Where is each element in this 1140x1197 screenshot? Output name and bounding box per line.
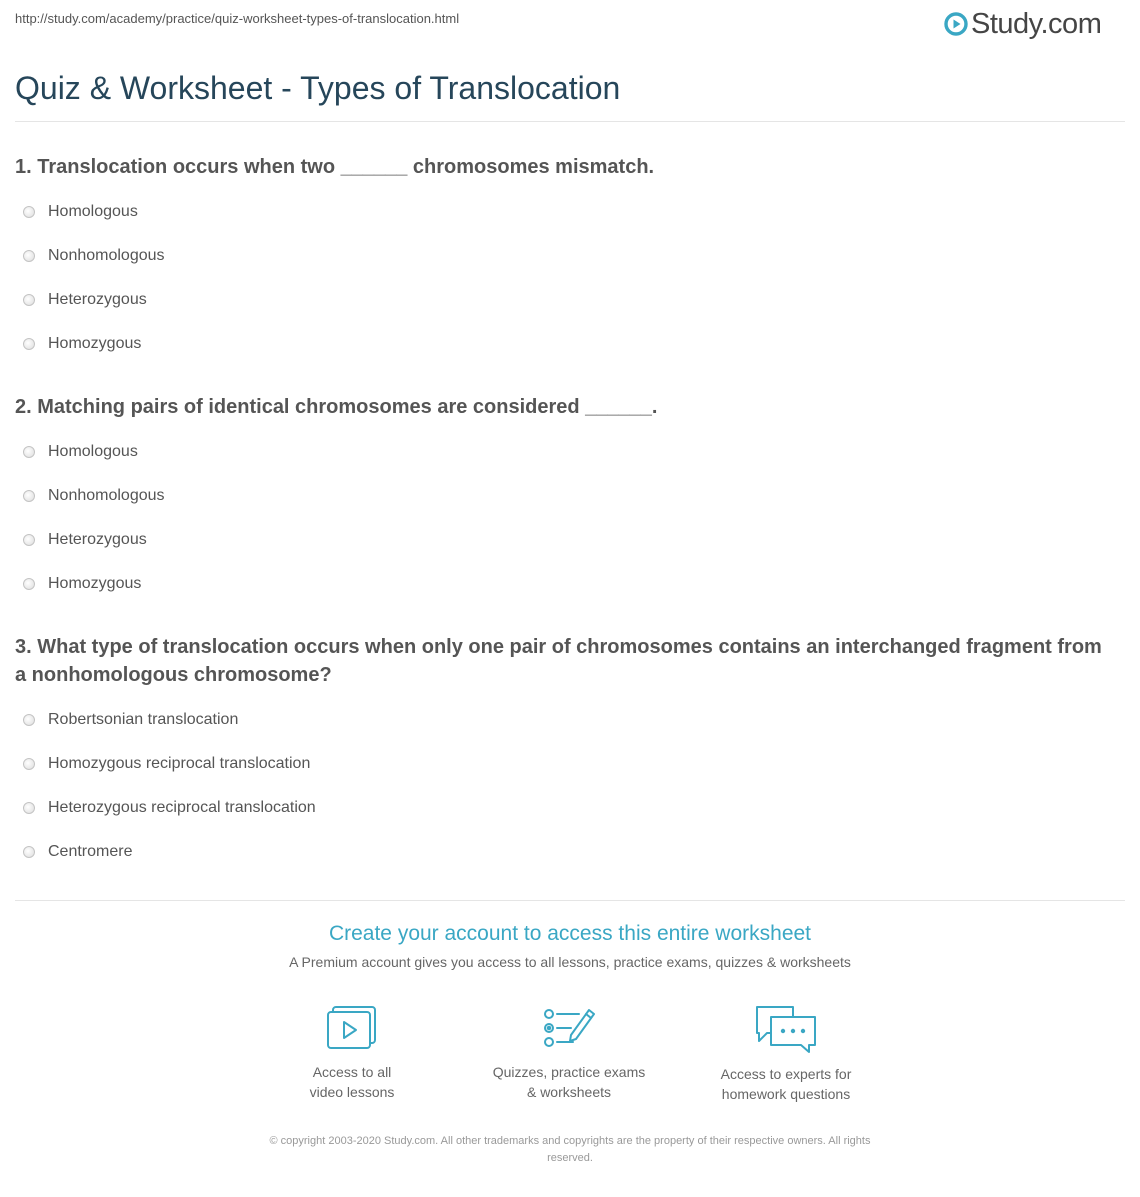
answer-option[interactable] [23,334,165,378]
play-icon [944,12,968,36]
feature-experts [686,1004,886,1104]
feature-label-line1: Quizzes, practice exams [492,1064,646,1080]
option-label: Homozygous [48,335,142,352]
feature-label-line1: Access to all [312,1064,392,1080]
quiz-checklist-icon [541,1004,597,1052]
copyright-notice [210,1133,930,1167]
divider [15,900,1125,901]
radio-button[interactable] [23,714,35,726]
answer-option[interactable] [23,442,165,486]
answer-option[interactable] [23,842,316,886]
feature-label-line1: Access to experts for [720,1066,852,1082]
option-label: Homologous [48,203,138,220]
option-label: Robertsonian translocation [48,711,239,728]
radio-button[interactable] [23,294,35,306]
logo-text: Study.com [971,7,1102,40]
radio-button[interactable] [23,534,35,546]
option-label: Homozygous [48,575,142,592]
radio-button[interactable] [23,338,35,350]
radio-button[interactable] [23,490,35,502]
option-label: Nonhomologous [48,487,165,504]
radio-button[interactable] [23,758,35,770]
radio-button[interactable] [23,446,35,458]
question-1-text: 1. Translocation occurs when two ______ chromosomes mismatch. [15,156,655,178]
option-label: Homozygous reciprocal translocation [48,755,311,772]
feature-label-line2: & worksheets [526,1084,612,1100]
video-lessons-icon [324,1004,380,1052]
question-1-options [23,202,165,378]
option-label: Homologous [48,443,138,460]
radio-button[interactable] [23,846,35,858]
answer-option[interactable] [23,710,316,754]
answer-option[interactable] [23,290,165,334]
feature-video-lessons [252,1004,452,1102]
radio-button[interactable] [23,802,35,814]
answer-option[interactable] [23,530,165,574]
page-url: http://study.com/academy/practice/quiz-worksheet-types-of-translocation.html [15,11,460,26]
create-account-link[interactable]: Create your account to access this entire worksheet [328,922,812,945]
answer-option[interactable] [23,798,316,842]
feature-quizzes [469,1004,669,1102]
option-label: Heterozygous reciprocal translocation [48,799,316,816]
radio-button[interactable] [23,206,35,218]
option-label: Heterozygous [48,531,147,548]
option-label: Nonhomologous [48,247,165,264]
question-2-options [23,442,165,618]
answer-option[interactable] [23,202,165,246]
answer-option[interactable] [23,574,165,618]
copyright-line2: reserved. [547,1152,593,1164]
page-title: Quiz & Worksheet - Types of Translocation [15,70,621,106]
option-label: Heterozygous [48,291,147,308]
radio-button[interactable] [23,250,35,262]
divider [15,121,1125,122]
option-label: Centromere [48,843,133,860]
question-2-text: 2. Matching pairs of identical chromosomes are considered ______. [15,396,658,418]
premium-description: A Premium account gives you access to all lessons, practice exams, quizzes & worksheets [289,954,851,970]
copyright-line1: © copyright 2003-2020 Study.com. All other trademarks and copyrights are the property of their respective owners. All rights [269,1135,871,1147]
answer-option[interactable] [23,246,165,290]
question-3-text: 3. What type of translocation occurs when only one pair of chromosomes contains an interchanged fragment from a nonhomologous chromosome? [15,636,1102,686]
feature-label-line2: video lessons [309,1084,395,1100]
study-logo[interactable] [944,6,1101,42]
answer-option[interactable] [23,754,316,798]
radio-button[interactable] [23,578,35,590]
answer-option[interactable] [23,486,165,530]
question-3-options [23,710,316,886]
feature-label-line2: homework questions [721,1086,851,1102]
chat-bubbles-icon [753,1004,819,1054]
